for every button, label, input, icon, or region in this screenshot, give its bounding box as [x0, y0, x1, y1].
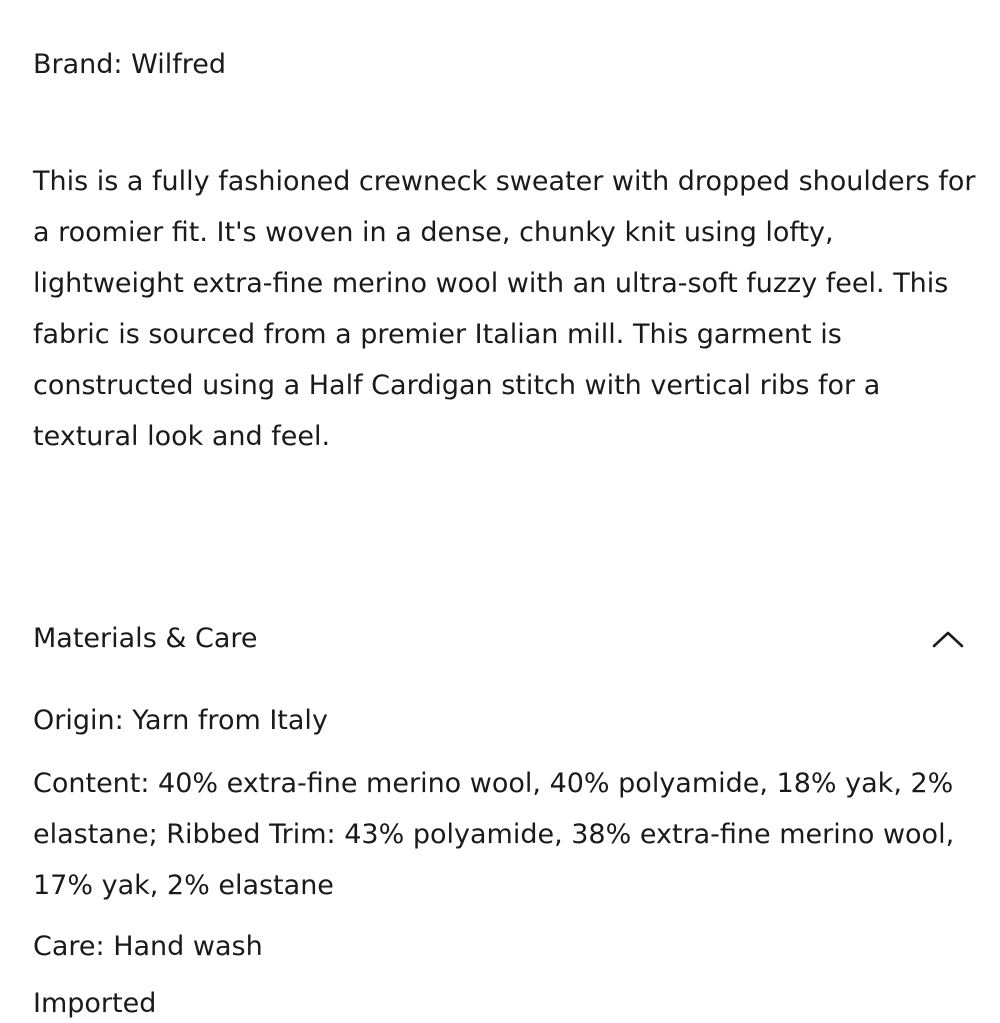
brand-label: Brand: Wilfred: [33, 49, 226, 80]
origin-text: Origin: Yarn from Italy: [33, 705, 328, 736]
care-text: Care: Hand wash: [33, 931, 263, 962]
materials-care-title: Materials & Care: [33, 623, 258, 654]
product-description: This is a fully fashioned crewneck sweater with dropped shoulders for a roomier fit. It's woven in a dense, chunky knit using lofty, lightweight extra-fine merino wool with an ultra-soft fuzzy feel. This fabric is sourced from a premier Italian mill. This garment is constructed using a Half Cardigan stitch with vertical ribs for a textural look and feel.: [33, 166, 976, 452]
chevron-up-icon[interactable]: [930, 624, 966, 654]
content-text: Content: 40% extra-fine merino wool, 40% polyamide, 18% yak, 2% elastane; Ribbed Trim: 43% polyamide, 38% extra-fine merino wool, 17% yak, 2% elastane: [33, 768, 955, 901]
materials-care-accordion-header[interactable]: [0, 612, 1000, 668]
imported-text: Imported: [33, 988, 157, 1019]
